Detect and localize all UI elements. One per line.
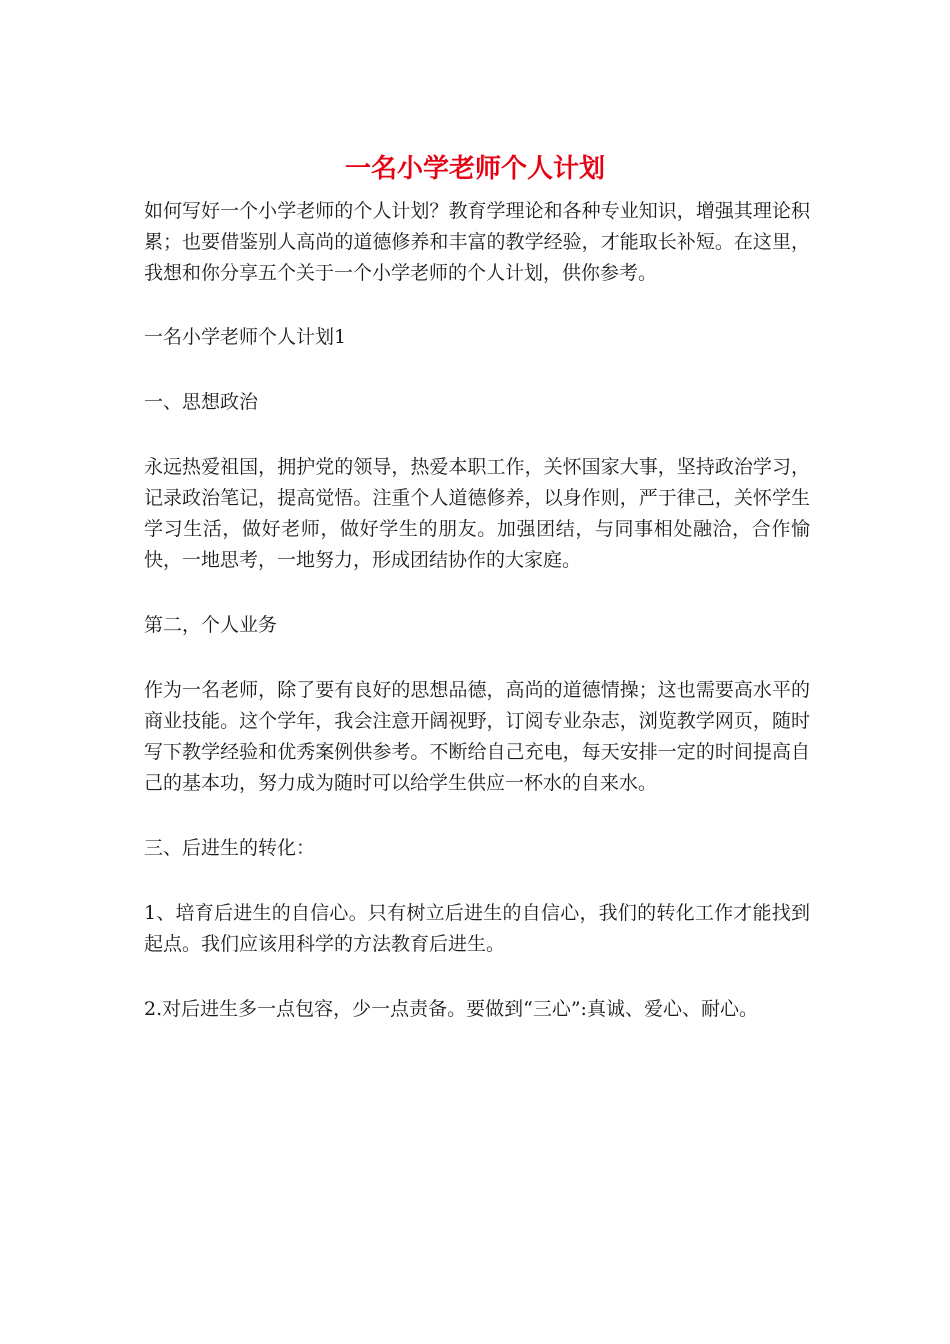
document-body xyxy=(144,196,810,1059)
students-item-2: 2.对后进生多一点包容，少一点责备。要做到“三心”:真诚、爱心、耐心。 xyxy=(144,998,758,1020)
business-paragraph: 作为一名老师，除了要有良好的思想品德，高尚的道德情操；这也需要高水平的商业技能。这个学年，我会注意开阔视野，订阅专业杂志，浏览教学网页，随时写下教学经验和优秀案例供参考。不断给自己充电，每天安排一定的时间提高自己的基本功，努力成为随时可以给学生供应一杯水的自来水。 xyxy=(144,679,810,794)
intro-paragraph: 如何写好一个小学老师的个人计划？教育学理论和各种专业知识，增强其理论积累；也要借鉴别人高尚的道德修养和丰富的教学经验，才能取长补短。在这里，我想和你分享五个关于一个小学老师的个人计划，供你参考。 xyxy=(144,200,810,284)
section-heading-students: 三、后进生的转化： xyxy=(144,837,316,859)
section-heading-politics: 一、思想政治 xyxy=(144,391,259,413)
section-heading-business: 第二，个人业务 xyxy=(144,614,278,636)
plan-heading: 一名小学老师个人计划1 xyxy=(144,326,347,348)
politics-paragraph: 永远热爱祖国，拥护党的领导，热爱本职工作，关怀国家大事，坚持政治学习，记录政治笔记，提高觉悟。注重个人道德修养，以身作则，严于律己，关怀学生学习生活，做好老师，做好学生的朋友。加强团结，与同事相处融洽，合作愉快，一地思考，一地努力，形成团结协作的大家庭。 xyxy=(144,456,810,571)
document-title: 一名小学老师个人计划 xyxy=(344,154,605,184)
students-item-1: 1、培育后进生的自信心。只有树立后进生的自信心，我们的转化工作才能找到起点。我们应该用科学的方法教育后进生。 xyxy=(144,902,810,955)
